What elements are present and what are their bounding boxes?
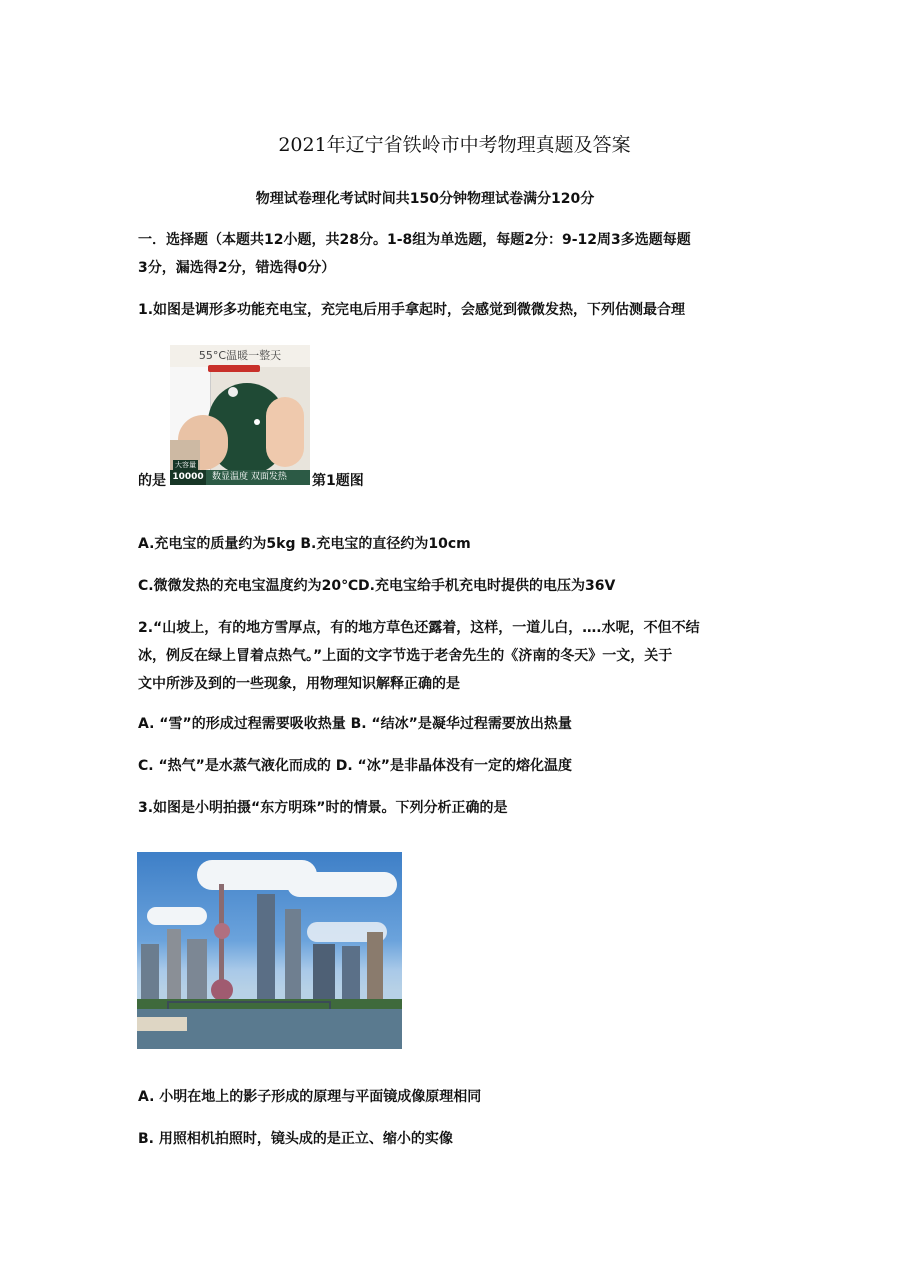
question-3-option-b: B. 用照相机拍照时，镜头成的是正立、缩小的实像: [138, 1131, 453, 1147]
question-2-stem: [138, 614, 788, 698]
device-button-icon: [254, 419, 260, 425]
building: [313, 944, 335, 1004]
question-3-stem: 3.如图是小明拍摄“东方明珠”时的情景。下列分析正确的是: [138, 800, 508, 816]
building: [342, 946, 360, 1004]
cloud: [147, 907, 207, 925]
cloud: [287, 872, 397, 897]
features-label: 数显温度 双面发热: [212, 472, 287, 482]
question-2-options-cd: C. “热气”是水蒸气液化而成的 D. “冰”是非晶体没有一定的熔化温度: [138, 758, 572, 774]
question-3-option-a: A. 小明在地上的影子形成的原理与平面镜成像原理相同: [138, 1089, 482, 1105]
skyscraper: [257, 894, 275, 1004]
question-2-line2: 冰，例反在绿上冒着点热气。”上面的文字节选于老舍先生的《济南的冬天》一文，关于: [138, 648, 673, 664]
oriental-pearl-photo: [137, 852, 402, 1049]
section-heading-line1: 一．选择题（本题共12小题，共28分。1-8组为单选题，每题2分：9-12周3多选题每题: [138, 232, 691, 248]
question-1-prefix: 的是: [138, 473, 166, 489]
river-bank: [137, 1017, 187, 1031]
tv-tower-lower-sphere: [211, 979, 233, 1001]
figure-1-caption: 第1题图: [312, 473, 364, 489]
document-title: 2021年辽宁省铁岭市中考物理真题及答案: [278, 134, 631, 156]
image-banner-text: 55°C温暖一整天: [170, 345, 310, 367]
question-1-options-ab: A.充电宝的质量约为5kg B.充电宝的直径约为10cm: [138, 536, 471, 552]
building: [187, 939, 207, 1004]
question-1-stem: 1.如图是调形多功能充电宝，充完电后用手拿起时，会感觉到微微发热，下列估测最合理: [138, 302, 686, 318]
device-bead-icon: [228, 387, 238, 397]
question-1-options-cd: C.微微发热的充电宝温度约为20℃D.充电宝给手机充电时提供的电压为36V: [138, 578, 616, 594]
skyscraper: [285, 909, 301, 1004]
power-bank-image: [170, 345, 310, 485]
building: [167, 929, 181, 1004]
question-2-options-ab: A. “雪”的形成过程需要吸收热量 B. “结冰”是凝华过程需要放出热量: [138, 716, 572, 732]
question-2-line1: 2.“山坡上，有的地方雪厚点，有的地方草色还露着，这样，一道儿白，….水呢，不但不结: [138, 620, 700, 636]
capacity-label: 10000: [170, 470, 206, 485]
building: [141, 944, 159, 1004]
red-strip: [208, 365, 260, 372]
question-2-line3: 文中所涉及到的一些现象，用物理知识解释正确的是: [138, 676, 460, 692]
capacity-caption: 大容量: [175, 461, 196, 469]
section-heading: [138, 226, 788, 282]
document-subtitle: 物理试卷理化考试时间共150分钟物理试卷满分120分: [255, 191, 595, 207]
image-footer: [170, 470, 310, 485]
tv-tower-upper-sphere: [214, 923, 230, 939]
section-heading-line2: 3分，漏选得2分，错选得0分）: [138, 260, 336, 276]
right-hand: [266, 397, 304, 467]
building: [367, 932, 383, 1004]
